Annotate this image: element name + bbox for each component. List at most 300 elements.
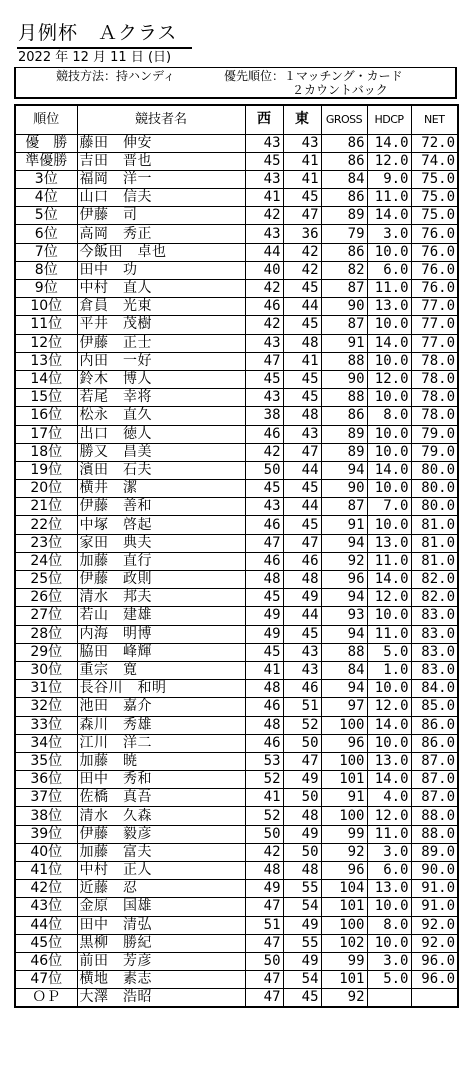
gross-cell: 87: [321, 498, 367, 516]
east-score-cell: 47: [283, 752, 321, 770]
gross-cell: 87: [321, 316, 367, 334]
rank-cell: 9位: [15, 280, 77, 298]
net-cell: [411, 989, 458, 1008]
net-cell: 79.0: [411, 425, 458, 443]
net-cell: 80.0: [411, 461, 458, 479]
table-row: [15, 862, 458, 880]
gross-cell: 99: [321, 825, 367, 843]
hdcp-cell: 14.0: [367, 134, 411, 152]
west-score-cell: 45: [245, 643, 283, 661]
table-row: [15, 843, 458, 861]
hdcp-cell: 11.0: [367, 552, 411, 570]
east-score-cell: 44: [283, 498, 321, 516]
net-cell: 91.0: [411, 880, 458, 898]
hdcp-cell: 11.0: [367, 189, 411, 207]
hdcp-cell: 12.0: [367, 152, 411, 170]
east-score-cell: 43: [283, 661, 321, 679]
gross-cell: 99: [321, 952, 367, 970]
hdcp-cell: 3.0: [367, 225, 411, 243]
table-row: [15, 807, 458, 825]
gross-cell: 92: [321, 552, 367, 570]
east-score-cell: 45: [283, 316, 321, 334]
player-name-cell: 藤田 伸安: [77, 134, 245, 152]
east-score-cell: 48: [283, 807, 321, 825]
hdcp-cell: 12.0: [367, 589, 411, 607]
player-name-cell: 清水 久森: [77, 807, 245, 825]
net-cell: 77.0: [411, 334, 458, 352]
net-cell: 80.0: [411, 480, 458, 498]
player-name-cell: 脇田 峰輝: [77, 643, 245, 661]
rank-cell: ＯＰ: [15, 989, 77, 1008]
player-name-cell: 金原 国雄: [77, 898, 245, 916]
rank-cell: 32位: [15, 698, 77, 716]
player-name-cell: 加藤 直行: [77, 552, 245, 570]
net-cell: 85.0: [411, 698, 458, 716]
hdcp-cell: 10.0: [367, 243, 411, 261]
gross-cell: 86: [321, 189, 367, 207]
table-row: [15, 643, 458, 661]
rank-cell: 6位: [15, 225, 77, 243]
rank-cell: 22位: [15, 516, 77, 534]
west-score-cell: 49: [245, 625, 283, 643]
gross-cell: 82: [321, 261, 367, 279]
player-name-cell: 平井 茂樹: [77, 316, 245, 334]
gross-cell: 96: [321, 571, 367, 589]
net-cell: 82.0: [411, 589, 458, 607]
player-name-cell: 加藤 暁: [77, 752, 245, 770]
gross-cell: 93: [321, 607, 367, 625]
west-score-cell: 51: [245, 916, 283, 934]
east-score-cell: 41: [283, 170, 321, 188]
player-name-cell: 横地 素志: [77, 971, 245, 989]
hdcp-cell: 14.0: [367, 716, 411, 734]
rank-cell: 21位: [15, 498, 77, 516]
east-score-cell: 44: [283, 461, 321, 479]
west-score-cell: 50: [245, 825, 283, 843]
east-score-cell: 52: [283, 716, 321, 734]
hdcp-cell: 5.0: [367, 971, 411, 989]
gross-cell: 92: [321, 843, 367, 861]
col-header-gross: GROSS: [321, 105, 367, 134]
table-row: [15, 243, 458, 261]
table-row: [15, 316, 458, 334]
east-score-cell: 48: [283, 862, 321, 880]
player-name-cell: 福岡 洋一: [77, 170, 245, 188]
rank-cell: 35位: [15, 752, 77, 770]
west-score-cell: 53: [245, 752, 283, 770]
rank-cell: 33位: [15, 716, 77, 734]
hdcp-cell: 12.0: [367, 698, 411, 716]
east-score-cell: 50: [283, 734, 321, 752]
net-cell: 75.0: [411, 189, 458, 207]
table-row: [15, 734, 458, 752]
player-name-cell: 加藤 富夫: [77, 843, 245, 861]
player-name-cell: 田中 清弘: [77, 916, 245, 934]
rank-cell: 12位: [15, 334, 77, 352]
west-score-cell: 48: [245, 716, 283, 734]
gross-cell: 86: [321, 243, 367, 261]
player-name-cell: 高岡 秀正: [77, 225, 245, 243]
player-name-cell: 清水 邦夫: [77, 589, 245, 607]
gross-cell: 92: [321, 989, 367, 1008]
table-row: [15, 443, 458, 461]
net-cell: 76.0: [411, 225, 458, 243]
rank-cell: 28位: [15, 625, 77, 643]
player-name-cell: 大澤 浩昭: [77, 989, 245, 1008]
west-score-cell: 46: [245, 734, 283, 752]
east-score-cell: 44: [283, 298, 321, 316]
table-row: [15, 625, 458, 643]
east-score-cell: 44: [283, 607, 321, 625]
net-cell: 79.0: [411, 443, 458, 461]
gross-cell: 88: [321, 643, 367, 661]
player-name-cell: 池田 嘉介: [77, 698, 245, 716]
hdcp-cell: 8.0: [367, 916, 411, 934]
rank-cell: 11位: [15, 316, 77, 334]
rank-cell: 19位: [15, 461, 77, 479]
rank-cell: 準優勝: [15, 152, 77, 170]
west-score-cell: 50: [245, 461, 283, 479]
east-score-cell: 46: [283, 552, 321, 570]
rank-cell: 26位: [15, 589, 77, 607]
table-row: [15, 480, 458, 498]
net-cell: 92.0: [411, 934, 458, 952]
net-cell: 83.0: [411, 661, 458, 679]
hdcp-cell: 13.0: [367, 752, 411, 770]
rank-cell: 25位: [15, 571, 77, 589]
gross-cell: 79: [321, 225, 367, 243]
rank-cell: 5位: [15, 207, 77, 225]
gross-cell: 89: [321, 425, 367, 443]
west-score-cell: 46: [245, 552, 283, 570]
west-score-cell: 46: [245, 698, 283, 716]
player-name-cell: 横井 潔: [77, 480, 245, 498]
table-row: [15, 461, 458, 479]
hdcp-cell: 5.0: [367, 643, 411, 661]
table-row: [15, 334, 458, 352]
gross-cell: 94: [321, 625, 367, 643]
east-score-cell: 45: [283, 370, 321, 388]
gross-cell: 94: [321, 461, 367, 479]
hdcp-cell: 10.0: [367, 389, 411, 407]
player-name-cell: 若山 建雄: [77, 607, 245, 625]
net-cell: 87.0: [411, 752, 458, 770]
gross-cell: 90: [321, 298, 367, 316]
hdcp-cell: 10.0: [367, 934, 411, 952]
table-row: [15, 698, 458, 716]
player-name-cell: 若尾 幸将: [77, 389, 245, 407]
player-name-cell: 濱田 石夫: [77, 461, 245, 479]
table-row: [15, 771, 458, 789]
east-score-cell: 49: [283, 589, 321, 607]
west-score-cell: 42: [245, 316, 283, 334]
gross-cell: 100: [321, 752, 367, 770]
net-cell: 81.0: [411, 552, 458, 570]
east-score-cell: 54: [283, 971, 321, 989]
rank-cell: 3位: [15, 170, 77, 188]
east-score-cell: 54: [283, 898, 321, 916]
west-score-cell: 47: [245, 971, 283, 989]
west-score-cell: 38: [245, 407, 283, 425]
net-cell: 77.0: [411, 316, 458, 334]
gross-cell: 97: [321, 698, 367, 716]
player-name-cell: 重宗 寛: [77, 661, 245, 679]
west-score-cell: 45: [245, 370, 283, 388]
page-title: 月例杯 Ａクラス: [18, 22, 178, 44]
rank-cell: 34位: [15, 734, 77, 752]
west-score-cell: 52: [245, 771, 283, 789]
rank-cell: 40位: [15, 843, 77, 861]
gross-cell: 100: [321, 916, 367, 934]
west-score-cell: 46: [245, 425, 283, 443]
player-name-cell: 中塚 啓起: [77, 516, 245, 534]
rank-cell: 14位: [15, 370, 77, 388]
table-row: [15, 134, 458, 152]
gross-cell: 101: [321, 971, 367, 989]
gross-cell: 91: [321, 334, 367, 352]
player-name-cell: 江川 洋二: [77, 734, 245, 752]
rank-cell: 4位: [15, 189, 77, 207]
gross-cell: 101: [321, 771, 367, 789]
net-cell: 92.0: [411, 916, 458, 934]
gross-cell: 91: [321, 516, 367, 534]
rank-cell: 29位: [15, 643, 77, 661]
east-score-cell: 41: [283, 152, 321, 170]
gross-cell: 104: [321, 880, 367, 898]
net-cell: 83.0: [411, 607, 458, 625]
hdcp-cell: [367, 989, 411, 1008]
player-name-cell: 松永 直久: [77, 407, 245, 425]
gross-cell: 89: [321, 207, 367, 225]
net-cell: 80.0: [411, 498, 458, 516]
table-row: [15, 534, 458, 552]
net-cell: 86.0: [411, 734, 458, 752]
table-row: [15, 298, 458, 316]
west-score-cell: 46: [245, 298, 283, 316]
net-cell: 78.0: [411, 352, 458, 370]
table-row: [15, 661, 458, 679]
hdcp-cell: 8.0: [367, 407, 411, 425]
net-cell: 90.0: [411, 862, 458, 880]
player-name-cell: 中村 直人: [77, 280, 245, 298]
player-name-cell: 伊藤 政則: [77, 571, 245, 589]
gross-cell: 100: [321, 716, 367, 734]
gross-cell: 101: [321, 898, 367, 916]
net-cell: 83.0: [411, 625, 458, 643]
gross-cell: 88: [321, 389, 367, 407]
west-score-cell: 41: [245, 661, 283, 679]
table-row: [15, 571, 458, 589]
east-score-cell: 43: [283, 134, 321, 152]
hdcp-cell: 11.0: [367, 825, 411, 843]
competition-method: 競技方法：持ハンディ: [56, 69, 176, 83]
hdcp-cell: 10.0: [367, 480, 411, 498]
rank-cell: 31位: [15, 680, 77, 698]
table-row: [15, 952, 458, 970]
east-score-cell: 50: [283, 789, 321, 807]
east-score-cell: 43: [283, 643, 321, 661]
hdcp-cell: 10.0: [367, 316, 411, 334]
gross-cell: 86: [321, 134, 367, 152]
rank-cell: 42位: [15, 880, 77, 898]
table-row: [15, 498, 458, 516]
player-name-cell: 近藤 忍: [77, 880, 245, 898]
west-score-cell: 47: [245, 898, 283, 916]
west-score-cell: 47: [245, 352, 283, 370]
west-score-cell: 47: [245, 934, 283, 952]
west-score-cell: 52: [245, 807, 283, 825]
table-row: [15, 261, 458, 279]
east-score-cell: 49: [283, 825, 321, 843]
rank-cell: 45位: [15, 934, 77, 952]
east-score-cell: 45: [283, 280, 321, 298]
west-score-cell: 48: [245, 571, 283, 589]
east-score-cell: 48: [283, 407, 321, 425]
hdcp-cell: 10.0: [367, 898, 411, 916]
table-row: [15, 407, 458, 425]
net-cell: 76.0: [411, 243, 458, 261]
gross-cell: 90: [321, 480, 367, 498]
hdcp-cell: 13.0: [367, 880, 411, 898]
east-score-cell: 41: [283, 352, 321, 370]
hdcp-cell: 10.0: [367, 607, 411, 625]
east-score-cell: 48: [283, 334, 321, 352]
west-score-cell: 42: [245, 843, 283, 861]
priority-order-line2: ２カウントバック: [292, 83, 388, 97]
net-cell: 84.0: [411, 680, 458, 698]
rank-cell: 10位: [15, 298, 77, 316]
east-score-cell: 49: [283, 952, 321, 970]
table-row: [15, 934, 458, 952]
hdcp-cell: 7.0: [367, 498, 411, 516]
hdcp-cell: 14.0: [367, 207, 411, 225]
west-score-cell: 45: [245, 152, 283, 170]
hdcp-cell: 10.0: [367, 680, 411, 698]
west-score-cell: 47: [245, 989, 283, 1008]
net-cell: 75.0: [411, 207, 458, 225]
gross-cell: 96: [321, 862, 367, 880]
hdcp-cell: 13.0: [367, 298, 411, 316]
hdcp-cell: 11.0: [367, 280, 411, 298]
west-score-cell: 43: [245, 498, 283, 516]
net-cell: 74.0: [411, 152, 458, 170]
hdcp-cell: 10.0: [367, 443, 411, 461]
east-score-cell: 45: [283, 989, 321, 1008]
net-cell: 77.0: [411, 298, 458, 316]
table-row: [15, 152, 458, 170]
hdcp-cell: 10.0: [367, 734, 411, 752]
col-header-player-name: 競技者名: [77, 105, 245, 134]
east-score-cell: 45: [283, 516, 321, 534]
table-row: [15, 880, 458, 898]
hdcp-cell: 3.0: [367, 843, 411, 861]
rank-cell: 30位: [15, 661, 77, 679]
table-row: [15, 170, 458, 188]
gross-cell: 84: [321, 170, 367, 188]
net-cell: 81.0: [411, 516, 458, 534]
net-cell: 75.0: [411, 170, 458, 188]
player-name-cell: 内海 明博: [77, 625, 245, 643]
player-name-cell: 伊藤 正士: [77, 334, 245, 352]
rank-cell: 17位: [15, 425, 77, 443]
east-score-cell: 47: [283, 534, 321, 552]
rank-cell: 39位: [15, 825, 77, 843]
rank-cell: 44位: [15, 916, 77, 934]
rank-cell: 7位: [15, 243, 77, 261]
gross-cell: 86: [321, 152, 367, 170]
table-row: [15, 989, 458, 1008]
player-name-cell: 長谷川 和明: [77, 680, 245, 698]
player-name-cell: 内田 一好: [77, 352, 245, 370]
table-row: [15, 680, 458, 698]
rank-cell: 37位: [15, 789, 77, 807]
player-name-cell: 伊藤 善和: [77, 498, 245, 516]
rank-cell: 43位: [15, 898, 77, 916]
table-row: [15, 225, 458, 243]
col-header-rank: 順位: [15, 105, 77, 134]
table-row: [15, 516, 458, 534]
player-name-cell: 黒柳 勝紀: [77, 934, 245, 952]
west-score-cell: 49: [245, 607, 283, 625]
player-name-cell: 伊藤 毅彦: [77, 825, 245, 843]
east-score-cell: 49: [283, 916, 321, 934]
hdcp-cell: 9.0: [367, 170, 411, 188]
player-name-cell: 前田 芳彦: [77, 952, 245, 970]
hdcp-cell: 14.0: [367, 571, 411, 589]
col-header-hdcp: HDCP: [367, 105, 411, 134]
rank-cell: 47位: [15, 971, 77, 989]
east-score-cell: 42: [283, 261, 321, 279]
west-score-cell: 42: [245, 443, 283, 461]
rank-cell: 38位: [15, 807, 77, 825]
col-header-west: 西: [245, 105, 283, 134]
rank-cell: 13位: [15, 352, 77, 370]
table-row: [15, 425, 458, 443]
net-cell: 78.0: [411, 370, 458, 388]
rank-cell: 41位: [15, 862, 77, 880]
table-row: [15, 898, 458, 916]
west-score-cell: 43: [245, 225, 283, 243]
east-score-cell: 55: [283, 934, 321, 952]
gross-cell: 87: [321, 280, 367, 298]
east-score-cell: 50: [283, 843, 321, 861]
gross-cell: 84: [321, 661, 367, 679]
hdcp-cell: 6.0: [367, 261, 411, 279]
table-row: [15, 189, 458, 207]
west-score-cell: 45: [245, 480, 283, 498]
west-score-cell: 47: [245, 534, 283, 552]
west-score-cell: 42: [245, 207, 283, 225]
east-score-cell: 47: [283, 443, 321, 461]
table-row: [15, 752, 458, 770]
player-name-cell: 伊藤 司: [77, 207, 245, 225]
player-name-cell: 出口 徳人: [77, 425, 245, 443]
priority-order: 優先順位：１マッチング・カード: [224, 69, 403, 83]
west-score-cell: 43: [245, 334, 283, 352]
net-cell: 78.0: [411, 407, 458, 425]
player-name-cell: 中村 正人: [77, 862, 245, 880]
player-name-cell: 田中 秀和: [77, 771, 245, 789]
rank-cell: 36位: [15, 771, 77, 789]
player-name-cell: 森川 秀雄: [77, 716, 245, 734]
west-score-cell: 48: [245, 862, 283, 880]
rank-cell: 46位: [15, 952, 77, 970]
table-row: [15, 389, 458, 407]
west-score-cell: 44: [245, 243, 283, 261]
net-cell: 78.0: [411, 389, 458, 407]
rank-cell: 20位: [15, 480, 77, 498]
table-row: [15, 589, 458, 607]
